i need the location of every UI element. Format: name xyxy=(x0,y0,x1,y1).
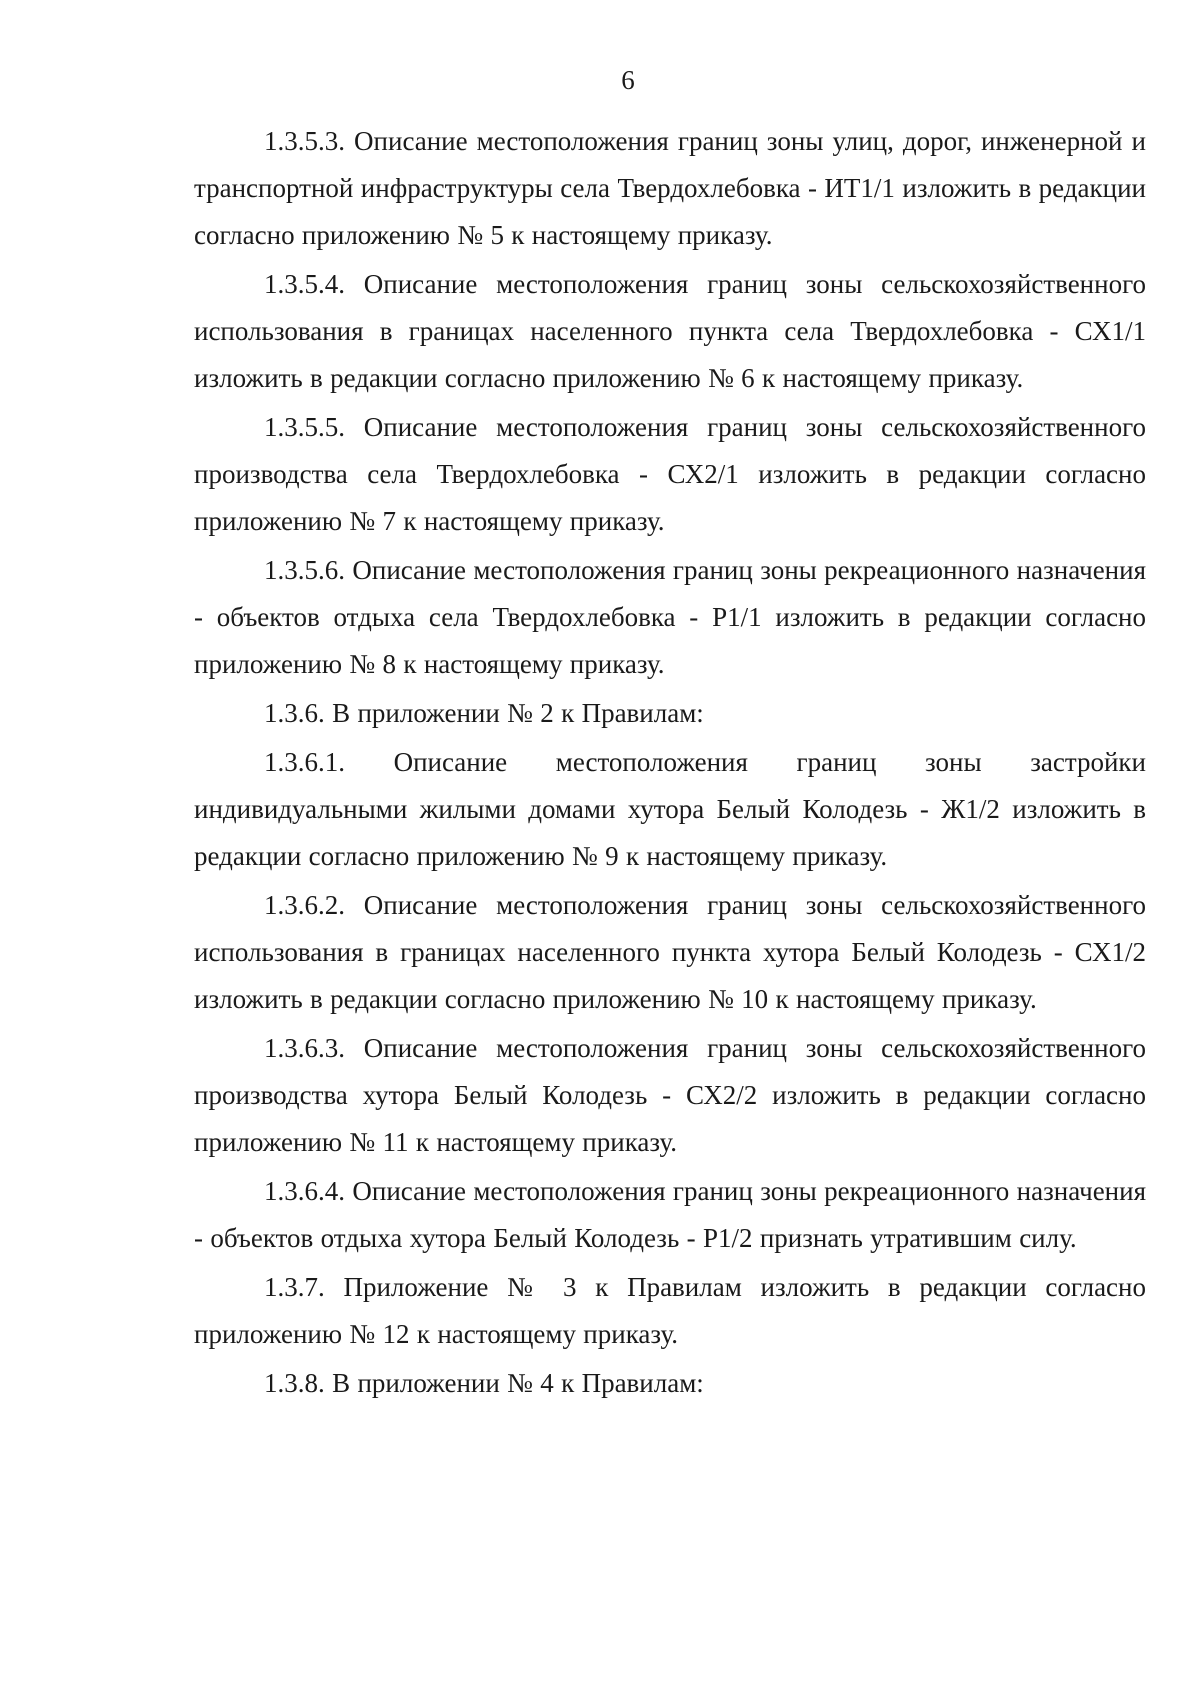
page-number: 6 xyxy=(621,65,635,95)
paragraph-1-3-5-3: 1.3.5.3. Описание местоположения границ зоны улиц, дорог, инженерной и транспортной инфраструктуры села Твердохлебовка - ИТ1/1 изложить в редакции согласно приложению № 5 к настоящему приказу. xyxy=(194,126,1146,250)
document-body xyxy=(194,118,1146,1409)
paragraph-1-3-5-6: 1.3.5.6. Описание местоположения границ зоны рекреационного назначения - объектов отдыха села Твердохлебовка - Р1/1 изложить в редакции согласно приложению № 8 к настоящему приказу. xyxy=(194,555,1146,679)
paragraph-1-3-6: 1.3.6. В приложении № 2 к Правилам: xyxy=(264,698,704,728)
paragraph-1-3-6-1: 1.3.6.1. Описание местоположения границ зоны застройки индивидуальными жилыми домами хутора Белый Колодезь - Ж1/2 изложить в редакции согласно приложению № 9 к настоящему приказу. xyxy=(194,747,1146,871)
paragraph-1-3-5-5: 1.3.5.5. Описание местоположения границ зоны сельскохозяйственного производства села Твердохлебовка - СХ2/1 изложить в редакции согласно приложению № 7 к настоящему приказу. xyxy=(194,412,1146,536)
paragraph-1-3-7: 1.3.7. Приложение № 3 к Правилам изложить в редакции согласно приложению № 12 к настоящему приказу. xyxy=(194,1272,1146,1349)
paragraph-1-3-8: 1.3.8. В приложении № 4 к Правилам: xyxy=(264,1368,704,1398)
paragraph-1-3-5-4: 1.3.5.4. Описание местоположения границ зоны сельскохозяйственного использования в границах населенного пункта села Твердохлебовка - СХ1/1 изложить в редакции согласно приложению № 6 к настоящему приказу. xyxy=(194,269,1146,393)
paragraph-1-3-6-3: 1.3.6.3. Описание местоположения границ зоны сельскохозяйственного производства хутора Белый Колодезь - СХ2/2 изложить в редакции согласно приложению № 11 к настоящему приказу. xyxy=(194,1033,1146,1157)
paragraph-1-3-6-4: 1.3.6.4. Описание местоположения границ зоны рекреационного назначения - объектов отдыха хутора Белый Колодезь - Р1/2 признать утратившим силу. xyxy=(194,1176,1146,1253)
paragraph-1-3-6-2: 1.3.6.2. Описание местоположения границ зоны сельскохозяйственного использования в границах населенного пункта хутора Белый Колодезь - СХ1/2 изложить в редакции согласно приложению № 10 к настоящему приказу. xyxy=(194,890,1146,1014)
